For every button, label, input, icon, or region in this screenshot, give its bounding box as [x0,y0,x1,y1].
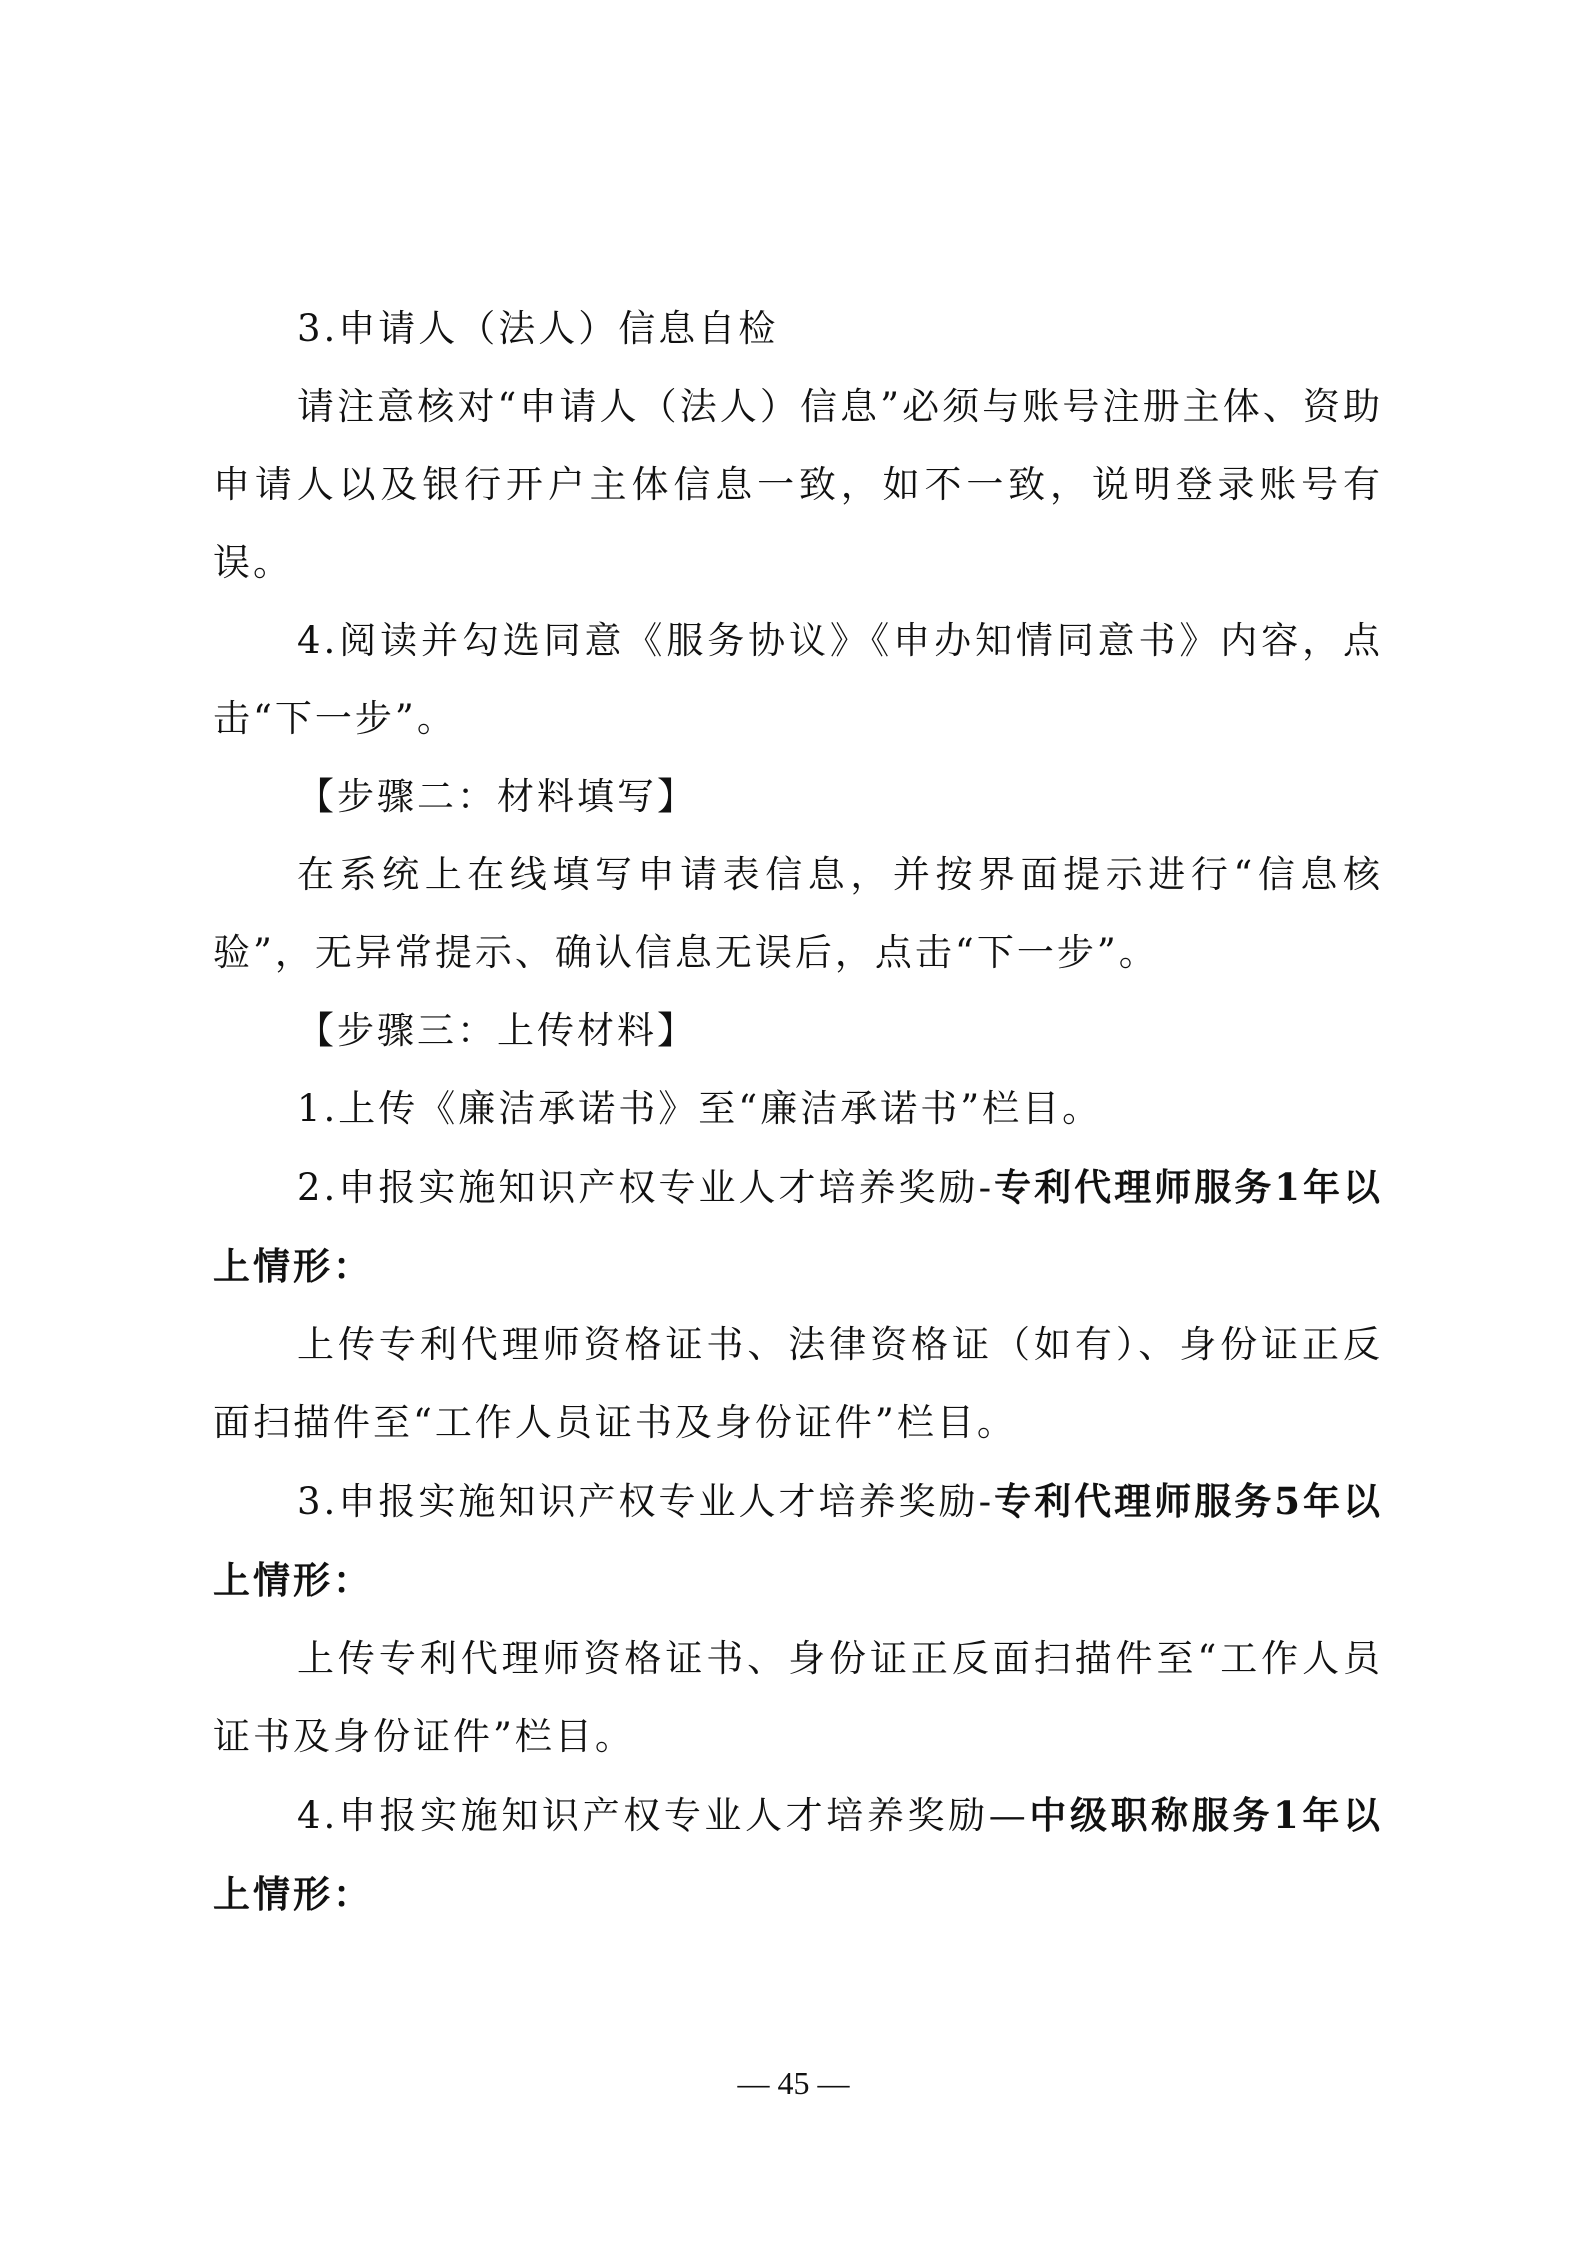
paragraph-agree-terms: 4.阅读并勾选同意《服务协议》《申办知情同意书》内容，点击“下一步”。 [213,619,1383,740]
heading-step-two: 【步骤二：材料填写】 [297,775,697,818]
paragraph-fill-form: 在系统上在线填写申请表信息，并按界面提示进行“信息核验”，无异常提示、确认信息无误后，点击“下一步”。 [213,853,1383,974]
paragraph-upload-integrity: 1.上传《廉洁承诺书》至“廉洁承诺书”栏目。 [297,1087,1103,1130]
paragraph-case-patent-1yr: 2.申报实施知识产权专业人才培养奖励-专利代理师服务1年以上情形： [213,1165,1383,1288]
paragraph-upload-patent-5yr: 上传专利代理师资格证书、身份证正反面扫描件至“工作人员证书及身份证件”栏目。 [213,1637,1383,1758]
paragraph-verify-info: 请注意核对“申请人（法人）信息”必须与账号注册主体、资助申请人以及银行开户主体信息一致，如不一致，说明登录账号有误。 [213,385,1383,584]
paragraph-upload-patent-1yr: 上传专利代理师资格证书、法律资格证（如有）、身份证正反面扫描件至“工作人员证书及身份证件”栏目。 [213,1323,1383,1444]
document-body [213,290,1383,1934]
paragraph-case-intermediate-title: 4.申报实施知识产权专业人才培养奖励—中级职称服务1年以上情形： [213,1793,1383,1916]
page-number: — 45 — [737,2065,850,2101]
heading-step-three: 【步骤三：上传材料】 [297,1009,697,1052]
paragraph-step-self-check: 3.申请人（法人）信息自检 [297,307,779,350]
paragraph-case-patent-5yr: 3.申报实施知识产权专业人才培养奖励-专利代理师服务5年以上情形： [213,1479,1383,1602]
